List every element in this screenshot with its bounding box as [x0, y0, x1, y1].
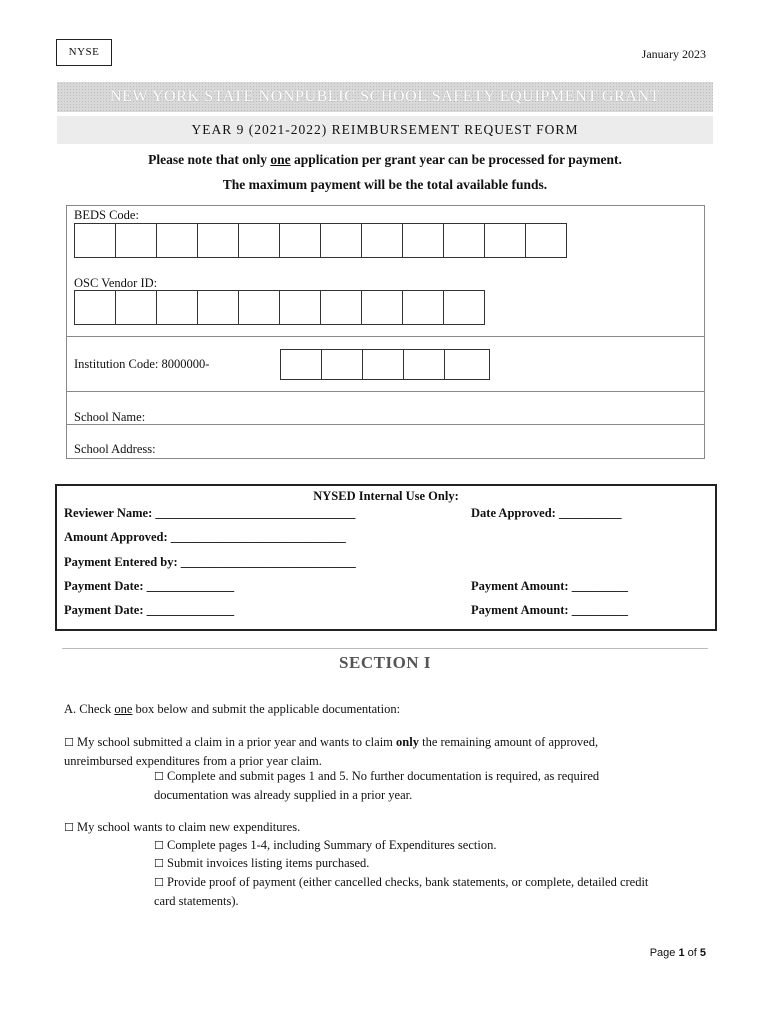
institution-code-input[interactable]	[280, 349, 490, 380]
empty-checkbox-icon[interactable]: ☐	[154, 770, 164, 783]
page-number: Page 1 of 5	[649, 947, 706, 959]
option-new-sub-item-1: ☐ Complete pages 1-4, including Summary of Expenditures section.	[154, 838, 497, 852]
date-approved-field[interactable]: Date Approved: __________	[471, 506, 622, 520]
form-divider	[67, 336, 704, 337]
osc-vendor-id-label: OSC Vendor ID:	[74, 276, 158, 290]
empty-checkbox-icon[interactable]: ☐	[154, 857, 164, 870]
payment-date-field-2[interactable]: Payment Date: ______________	[64, 603, 235, 617]
option-prior-year-claim[interactable]: ☐ My school submitted a claim in a prior year and wants to claim only the remaining amount of approved, unreimbursed expenditures from a prior year claim.	[64, 735, 599, 768]
grant-title-banner: NEW YORK STATE NONPUBLIC SCHOOL SAFETY EQUIPMENT GRANT	[57, 82, 713, 112]
reviewer-name-field[interactable]: Reviewer Name: ________________________________	[64, 506, 356, 520]
payment-date-field-1[interactable]: Payment Date: ______________	[64, 579, 235, 593]
payment-amount-field-1[interactable]: Payment Amount: _________	[471, 579, 628, 593]
beds-code-input[interactable]	[74, 223, 567, 258]
option-new-sub-item-2: ☐ Submit invoices listing items purchased.	[154, 856, 370, 870]
notice-line-1: Please note that only one application per grant year can be processed for payment.	[148, 152, 622, 167]
empty-checkbox-icon[interactable]: ☐	[154, 876, 164, 889]
empty-checkbox-icon[interactable]: ☐	[64, 821, 74, 834]
institution-code-label: Institution Code: 8000000-	[74, 357, 210, 371]
payment-amount-field-2[interactable]: Payment Amount: _________	[471, 603, 628, 617]
school-info-form	[66, 205, 705, 459]
nysed-logo: NYSE	[56, 39, 112, 66]
option-prior-year-sub-item: ☐ Complete and submit pages 1 and 5. No further documentation is required, as required documentation was already supplied in a prior year.	[154, 769, 600, 802]
option-new-expenditures[interactable]: ☐ My school wants to claim new expenditures.	[64, 820, 301, 834]
notice-line-2: The maximum payment will be the total available funds.	[222, 177, 548, 192]
school-name-label[interactable]: School Name:	[74, 410, 146, 424]
payment-entered-by-field[interactable]: Payment Entered by: ____________________________	[64, 555, 356, 569]
empty-checkbox-icon[interactable]: ☐	[154, 839, 164, 852]
beds-code-label: BEDS Code:	[74, 208, 139, 222]
form-divider	[67, 424, 704, 425]
internal-use-title: NYSED Internal Use Only:	[313, 489, 459, 503]
document-date: January 2023	[641, 47, 706, 61]
osc-vendor-id-input[interactable]	[74, 290, 485, 325]
section-divider	[62, 648, 708, 649]
amount-approved-field[interactable]: Amount Approved: ____________________________	[64, 530, 346, 544]
section-title: SECTION I	[339, 653, 431, 672]
option-new-sub-item-3: ☐ Provide proof of payment (either cancelled checks, bank statements, or complete, detailed credit card statements).	[154, 875, 649, 908]
nysed-internal-use-box	[55, 484, 717, 631]
school-address-label[interactable]: School Address:	[74, 442, 156, 456]
form-subtitle-banner: YEAR 9 (2021-2022) REIMBURSEMENT REQUEST FORM	[57, 116, 713, 144]
section-instruction: A. Check one box below and submit the applicable documentation:	[64, 702, 401, 716]
form-divider	[67, 391, 704, 392]
empty-checkbox-icon[interactable]: ☐	[64, 736, 74, 749]
